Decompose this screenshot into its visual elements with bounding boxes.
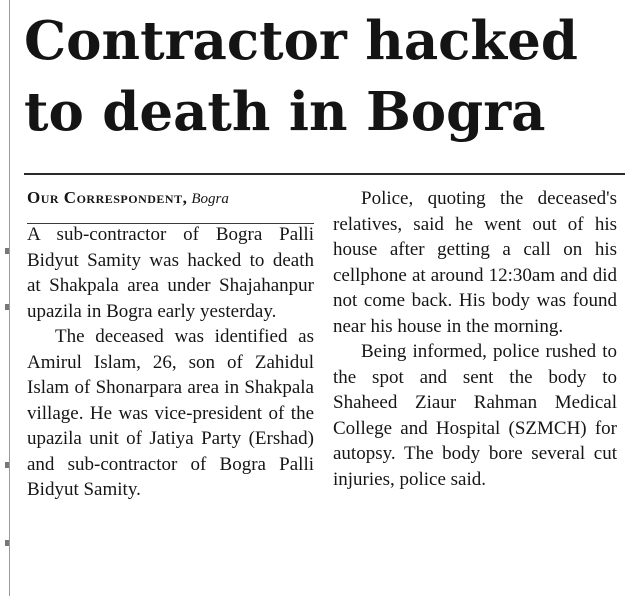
rule-mark [5,304,9,310]
paragraph-1: A sub-contractor of Bogra Palli Bidyut Samity was hacked to death at Shakpala area under Shajahanpur upazila in Bogra early yesterday. [27,224,314,322]
paragraph-3: Police, quoting the deceased's relatives, said he went out of his house after getting a call on his cellphone at around 12:30am and did not come back. His body was found near his house in the morning. [333,188,617,337]
rule-mark [5,248,9,254]
column-rule-left [9,0,10,596]
byline-place: Bogra [191,191,229,207]
byline-correspondent: Our Correspondent, [27,188,188,207]
byline-rule [27,223,314,224]
article-column-right [333,186,617,492]
byline [27,186,314,211]
headline-rule [24,173,625,175]
paragraph-4: Being informed, police rushed to the spot and sent the body to Shaheed Ziaur Rahman Medical College and Hospital (SZMCH) for autopsy. The body bore several cut injuries, police said. [333,341,617,490]
headline: Contractor hacked to death in Bogra [24,10,578,143]
rule-mark [5,540,9,546]
paragraph-2: The deceased was identified as Amirul Islam, 26, son of Zahidul Islam of Shonarpara area in Shakpala village. He was vice-president of the upazila unit of Jatiya Party (Ershad) and sub-contractor of Bogra Palli Bidyut Samity. [27,326,314,500]
article-column-left [27,186,314,503]
rule-mark [5,462,9,468]
